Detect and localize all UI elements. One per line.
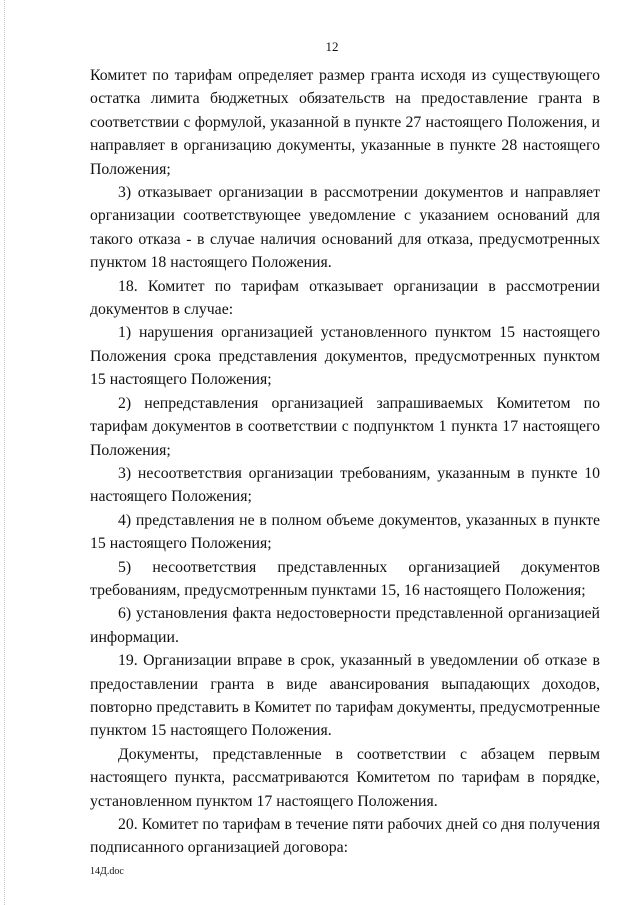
document-body xyxy=(90,64,600,860)
paragraph-8: 5) несоответствия представленных организацией документов требованиям, предусмотренным пунктами 15, 16 настоящего Положения; xyxy=(90,558,600,599)
paragraph-10: 19. Организации вправе в срок, указанный в уведомлении об отказе в предоставлении гранта в виде авансирования выпадающих доходов, повторно представить в Комитет по тарифам документы, предусмотренные пунктом 15 настоящего Положения. xyxy=(90,652,600,740)
paragraph-6: 3) несоответствия организации требованиям, указанным в пункте 10 настоящего Положения; xyxy=(90,464,600,506)
paragraph-2: 3) отказывает организации в рассмотрении документов и направляет организации соответствующее уведомление с указанием оснований для такого отказа - в случае наличия оснований для отказа, предусмотренных пунктом 18 настоящего Положения. xyxy=(90,184,600,272)
footer-filename: 14Д.doc xyxy=(90,866,124,877)
paragraph-1: Комитет по тарифам определяет размер гранта исходя из существующего остатка лимита бюджетных обязательств на предоставление гранта в соответствии с формулой, указанной в пункте 27 настоящего Положения, и направляет в организацию документы, указанные в пункте 28 настоящего Положения; xyxy=(90,67,600,178)
scan-edge-line xyxy=(4,0,6,905)
paragraph-7: 4) представления не в полном объеме документов, указанных в пункте 15 настоящего Положения; xyxy=(90,511,600,553)
paragraph-5: 2) непредставления организацией запрашиваемых Комитетом по тарифам документов в соответствии с подпунктом 1 пункта 17 настоящего Положения; xyxy=(90,394,600,459)
paragraph-3: 18. Комитет по тарифам отказывает организации в рассмотрении документов в случае: xyxy=(90,277,600,319)
paragraph-11: Документы, представленные в соответствии с абзацем первым настоящего пункта, рассматриваются Комитетом по тарифам в порядке, установленном пунктом 17 настоящего Положения. xyxy=(90,745,600,810)
paragraph-12: 20. Комитет по тарифам в течение пяти рабочих дней со дня получения подписанного организацией договора: xyxy=(90,816,600,857)
paragraph-9: 6) установления факта недостоверности представленной организацией информации. xyxy=(90,605,600,646)
page-number: 12 xyxy=(325,39,339,54)
paragraph-4: 1) нарушения организацией установленного пунктом 15 настоящего Положения срока представления документов, предусмотренных пунктом 15 настоящего Положения; xyxy=(90,324,600,389)
